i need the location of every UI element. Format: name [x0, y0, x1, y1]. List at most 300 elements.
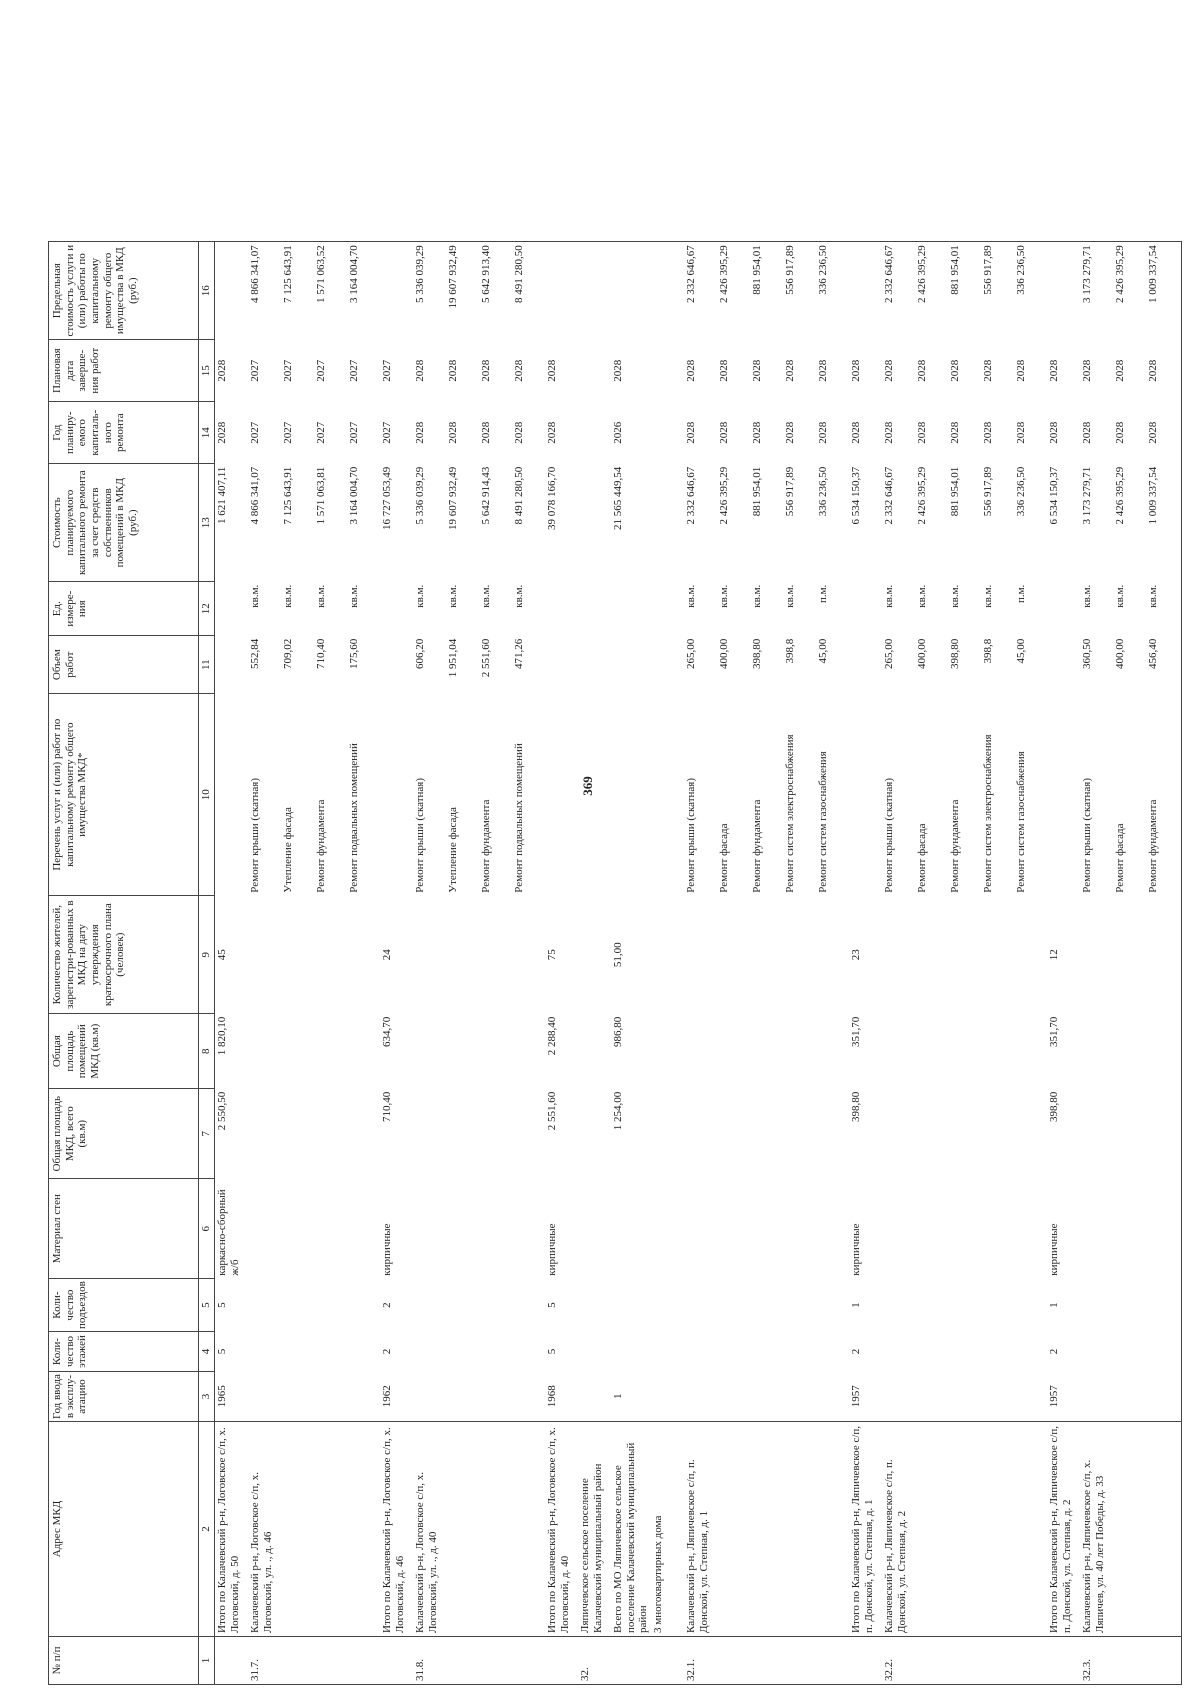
column-number: 1	[199, 1637, 215, 1685]
table-row	[611, 242, 651, 1685]
table-row	[1113, 242, 1146, 1685]
table-cell: 6 534 150,37	[849, 466, 862, 525]
table-cell	[1179, 340, 1182, 402]
table-cell	[347, 1279, 380, 1332]
table-cell	[512, 1279, 545, 1332]
table-cell	[347, 1422, 380, 1637]
table-cell: 2028	[1146, 421, 1159, 444]
table-cell: Итого по Калачевский р-н, Логовское с/п, х. Логовский, д. 40	[545, 1422, 578, 1637]
table-cell	[446, 1279, 479, 1332]
table-cell	[314, 1332, 347, 1372]
column-header: Предельная стоимость услуги и (или) работы по капитальному ремонту общего имущества в МКД (руб.)	[49, 242, 199, 340]
table-cell	[1113, 1014, 1146, 1089]
table-row	[479, 242, 512, 1685]
table-cell	[380, 242, 413, 340]
table-cell	[1179, 1089, 1182, 1179]
table-cell: 32.	[578, 1637, 611, 1685]
table-cell	[948, 1179, 981, 1279]
table-cell	[380, 636, 413, 694]
table-cell	[1014, 1372, 1047, 1422]
table-row	[882, 242, 915, 1685]
table-cell	[1113, 1279, 1146, 1332]
table-cell: 7 125 643,91	[282, 466, 294, 525]
table-cell	[1179, 402, 1182, 464]
table-cell	[1179, 1332, 1182, 1372]
table-cell: 2028	[915, 421, 928, 444]
table-cell	[347, 896, 380, 1014]
table-cell	[1179, 1179, 1182, 1279]
table-cell: кв.м.	[948, 584, 961, 608]
table-cell: 2028	[480, 359, 492, 382]
table-cell	[611, 242, 651, 340]
table-cell	[578, 1279, 611, 1332]
table-cell: 2027	[381, 421, 393, 444]
table-cell	[413, 1332, 446, 1372]
table-cell: 2028	[981, 421, 994, 444]
table-row	[314, 242, 347, 1685]
column-number: 14	[199, 402, 215, 464]
table-cell: Калачевский р-н, Ляпичевское с/п, х. Ляпичев, ул. 40 лет Победы, д. 33	[1080, 1422, 1113, 1637]
table-cell	[479, 1422, 512, 1637]
table-cell	[915, 1089, 948, 1179]
table-cell	[248, 1179, 281, 1279]
table-cell	[281, 1014, 314, 1089]
table-cell	[545, 582, 578, 636]
table-cell	[750, 1279, 783, 1332]
table-cell: 556 917,89	[981, 466, 994, 517]
table-cell: 3 164 004,70	[347, 242, 380, 340]
table-cell	[248, 1089, 281, 1179]
table-cell	[215, 694, 249, 896]
table-row	[783, 242, 816, 1685]
table-cell: 1	[849, 1302, 862, 1308]
table-cell: 556 917,89	[783, 466, 796, 517]
table-cell	[651, 1332, 684, 1372]
table-cell	[651, 1179, 684, 1279]
table-cell: 1 621 407,11	[216, 466, 228, 525]
table-cell	[750, 896, 783, 1014]
table-cell: 2 426 395,29	[1113, 242, 1146, 340]
table-cell	[314, 1422, 347, 1637]
table-cell	[578, 1089, 611, 1179]
table-cell: Ремонт крыши (скатная)	[414, 777, 426, 893]
table-cell	[446, 1422, 479, 1637]
table-cell	[413, 1279, 446, 1332]
table-cell: 2028	[216, 421, 228, 444]
table-cell	[915, 896, 948, 1014]
table-cell	[849, 242, 882, 340]
table-cell: кв.м.	[684, 584, 697, 608]
table-cell	[281, 1279, 314, 1332]
table-cell: кв.м.	[480, 584, 492, 608]
table-cell: 881 954,01	[750, 466, 763, 517]
table-cell: 175,60	[348, 638, 360, 669]
table-cell: 39 078 166,70	[546, 466, 558, 530]
table-cell	[215, 636, 249, 694]
table-cell: 552,84	[249, 638, 261, 669]
table-cell: 23	[849, 949, 862, 961]
table-cell: 2027	[282, 359, 294, 382]
column-header: Год планиру-емого капиталь-ного ремонта	[49, 402, 199, 464]
column-header: Коли-чество подъездов	[49, 1279, 199, 1332]
table-cell	[651, 1637, 684, 1685]
table-cell	[717, 1279, 750, 1332]
table-cell: 2028	[915, 359, 928, 382]
table-cell: 1968	[546, 1385, 558, 1408]
table-cell	[248, 896, 281, 1014]
table-cell	[314, 1089, 347, 1179]
table-row	[717, 242, 750, 1685]
table-cell: 2 426 395,29	[717, 242, 750, 340]
column-number: 6	[199, 1179, 215, 1279]
table-cell: 336 236,50	[1014, 242, 1047, 340]
table-cell: 5 642 913,40	[479, 242, 512, 340]
table-cell: каркасно-сборный ж/б	[216, 1189, 241, 1276]
table-cell: 31.7.	[248, 1637, 281, 1685]
table-cell	[314, 1179, 347, 1279]
column-number: 2	[199, 1422, 215, 1637]
table-cell: 5	[216, 1302, 228, 1308]
table-cell	[651, 582, 684, 636]
table-cell: 398,80	[849, 1091, 862, 1122]
column-header: Адрес МКД	[49, 1422, 199, 1637]
table-cell: кирпичные	[381, 1223, 393, 1276]
table-cell	[948, 1422, 981, 1637]
table-cell	[1014, 1279, 1047, 1332]
table-cell: 1957	[849, 1385, 862, 1408]
table-cell: Ремонт систем электроснабжения	[981, 734, 994, 893]
table-cell: 45,00	[816, 638, 829, 664]
table-cell	[413, 1014, 446, 1089]
table-cell	[479, 1179, 512, 1279]
table-cell	[948, 896, 981, 1014]
table-cell	[783, 896, 816, 1014]
table-cell	[347, 1014, 380, 1089]
table-cell	[783, 1179, 816, 1279]
table-cell: 8 491 280,50	[512, 242, 545, 340]
table-cell	[816, 1637, 849, 1685]
table-cell: Калачевский р-н, Ляпичевское с/п, п. Донской, ул. Степная, д. 1	[684, 1422, 717, 1637]
table-cell	[446, 1637, 479, 1685]
table-cell: 2027	[348, 421, 360, 444]
table-cell: 2028	[717, 421, 730, 444]
table-cell	[948, 1637, 981, 1685]
table-cell	[1080, 1279, 1113, 1332]
table-cell	[215, 582, 249, 636]
table-cell	[915, 1179, 948, 1279]
table-cell: 2 332 646,67	[882, 466, 895, 525]
table-row	[816, 242, 849, 1685]
table-cell	[347, 1372, 380, 1422]
table-cell	[413, 1089, 446, 1179]
column-header: Количество жителей, зарегистри-рованных в МКД на дату утверждения краткосрочного плана (человек)	[49, 896, 199, 1014]
column-header: Коли-чество этажей	[49, 1332, 199, 1372]
table-cell: 2027	[381, 359, 393, 382]
column-number: 13	[199, 464, 215, 582]
table-cell	[1146, 1637, 1179, 1685]
table-cell	[816, 1089, 849, 1179]
table-cell	[1080, 896, 1113, 1014]
table-cell	[783, 1372, 816, 1422]
table-cell: 2028	[414, 421, 426, 444]
table-cell	[717, 1372, 750, 1422]
table-cell: 2028	[1080, 421, 1093, 444]
table-row	[1014, 242, 1047, 1685]
table-cell: 400,00	[717, 638, 730, 669]
table-row	[948, 242, 981, 1685]
table-cell	[248, 1332, 281, 1372]
table-cell	[380, 582, 413, 636]
table-row	[651, 242, 684, 1685]
table-cell	[651, 636, 684, 694]
table-cell: 2 426 395,29	[915, 242, 948, 340]
table-cell	[314, 896, 347, 1014]
table-cell	[215, 1637, 249, 1685]
table-cell: 2028	[447, 359, 459, 382]
table-cell	[684, 1089, 717, 1179]
table-cell: 710,40	[381, 1091, 393, 1122]
table-cell	[651, 896, 684, 1014]
table-cell: 19 607 932,49	[446, 242, 479, 340]
table-cell	[882, 1332, 915, 1372]
table-cell: Ремонт фундамента	[750, 799, 763, 893]
table-cell	[611, 1179, 651, 1279]
table-cell	[479, 896, 512, 1014]
table-row	[849, 242, 882, 1685]
column-number: 8	[199, 1014, 215, 1089]
table-cell: кв.м.	[513, 584, 525, 608]
table-cell	[684, 1372, 717, 1422]
table-cell	[882, 1014, 915, 1089]
table-cell: 265,00	[684, 638, 697, 669]
table-cell	[849, 1637, 882, 1685]
table-cell: кв.м.	[249, 584, 261, 608]
table-cell	[446, 1332, 479, 1372]
table-cell	[981, 1014, 1014, 1089]
table-cell: 5 642 914,43	[480, 466, 492, 525]
table-cell	[545, 636, 578, 694]
table-cell	[1179, 242, 1182, 340]
table-cell: Калачевский р-н, Логовское с/п, х. Логовский, ул. ., д. 40	[413, 1422, 446, 1637]
table-cell: 24	[381, 949, 393, 961]
table-cell: 2028	[684, 421, 697, 444]
column-header: Стоимость планируемого капитального ремонта за счет средств собственников помещений в МКД (руб.)	[49, 464, 199, 582]
column-header: Год ввода в эксплу-атацию	[49, 1372, 199, 1422]
header-row	[49, 242, 199, 1685]
table-cell: 1957	[1047, 1385, 1060, 1408]
table-row	[281, 242, 314, 1685]
rotated-page	[48, 45, 1183, 1685]
table-cell	[783, 1279, 816, 1332]
table-cell	[248, 1279, 281, 1332]
table-cell	[479, 1279, 512, 1332]
table-cell	[578, 694, 611, 896]
table-cell	[1014, 1014, 1047, 1089]
table-cell	[281, 1179, 314, 1279]
table-cell	[651, 340, 684, 402]
table-cell: 1 571 063,81	[315, 466, 327, 525]
table-row	[545, 242, 578, 1685]
table-cell: Калачевский р-н, Ляпичевское с/п, п. Донской, ул. Степная, д. 2	[882, 1422, 915, 1637]
table-cell: 12	[1047, 949, 1060, 961]
table-cell	[281, 1089, 314, 1179]
table-cell	[651, 1014, 684, 1089]
table-cell: 21 565 449,54	[612, 466, 624, 530]
table-cell	[882, 1279, 915, 1332]
table-cell	[446, 1372, 479, 1422]
table-cell: 2	[849, 1348, 862, 1355]
table-cell: 606,20	[414, 638, 426, 669]
table-cell: кв.м.	[717, 584, 730, 608]
table-cell	[816, 1279, 849, 1332]
table-cell	[882, 1179, 915, 1279]
table-cell	[1047, 582, 1080, 636]
table-cell	[380, 694, 413, 896]
table-cell: 2	[1047, 1348, 1060, 1355]
table-cell: Ремонт фундамента	[315, 799, 327, 893]
table-cell	[347, 1332, 380, 1372]
table-cell: 2 332 646,67	[684, 242, 717, 340]
table-cell: 1965	[216, 1385, 228, 1408]
table-cell	[248, 1372, 281, 1422]
table-cell	[314, 1372, 347, 1422]
table-cell: 398,8	[783, 638, 796, 664]
table-cell	[1146, 1279, 1179, 1332]
table-cell	[281, 896, 314, 1014]
table-cell: 2028	[1014, 359, 1027, 382]
table-cell: Ремонт фасада	[915, 823, 928, 893]
table-cell: 986,80	[612, 1016, 624, 1047]
table-cell: Утепление фасада	[282, 807, 294, 893]
table-cell	[1047, 242, 1080, 340]
table-cell: п.м.	[1014, 584, 1027, 604]
table-cell	[281, 1637, 314, 1685]
table-cell	[1014, 1422, 1047, 1637]
table-cell: Итого по Калачевский р-н, Логовское с/п, х. Логовский, д. 50	[215, 1422, 249, 1637]
table-cell	[578, 1332, 611, 1372]
table-cell	[545, 1637, 578, 1685]
table-cell	[1179, 464, 1182, 582]
table-cell	[314, 1637, 347, 1685]
table-cell: 4 866 341,07	[249, 466, 261, 525]
table-cell: 1	[1047, 1302, 1060, 1308]
table-cell	[882, 896, 915, 1014]
table-cell: 2027	[315, 359, 327, 382]
table-cell	[750, 1089, 783, 1179]
table-cell	[512, 1422, 545, 1637]
table-cell: 2 551,60	[480, 638, 492, 678]
table-cell	[611, 636, 651, 694]
table-cell: 881 954,01	[948, 242, 981, 340]
table-cell	[915, 1279, 948, 1332]
table-cell	[783, 1422, 816, 1637]
table-cell: 2028	[816, 359, 829, 382]
table-cell	[750, 1332, 783, 1372]
table-cell: Калачевский р-н, Логовское с/п, х. Логовский, ул. ., д. 46	[248, 1422, 281, 1637]
table-row	[215, 242, 249, 1685]
table-cell: 1 009 337,54	[1146, 466, 1159, 525]
table-cell	[981, 1422, 1014, 1637]
table-cell	[1014, 1179, 1047, 1279]
table-cell: 51,00	[612, 942, 624, 968]
table-cell: 2028	[948, 421, 961, 444]
table-cell	[1047, 636, 1080, 694]
table-cell	[948, 1372, 981, 1422]
table-cell	[981, 1332, 1014, 1372]
table-cell: 336 236,50	[816, 466, 829, 517]
table-row	[1146, 242, 1179, 1685]
table-cell	[545, 694, 578, 896]
table-cell: 2028	[1113, 421, 1126, 444]
table-cell	[651, 1089, 684, 1179]
table-cell	[1179, 582, 1182, 636]
table-cell: 456,40	[1146, 638, 1159, 669]
table-cell: 2027	[249, 421, 261, 444]
table-cell: 881 954,01	[750, 242, 783, 340]
column-header: Материал стен	[49, 1179, 199, 1279]
table-cell	[1179, 1372, 1182, 1422]
table-cell	[717, 1179, 750, 1279]
table-cell: 2 426 395,29	[717, 466, 730, 525]
table-row	[446, 242, 479, 1685]
table-row	[750, 242, 783, 1685]
table-cell	[750, 1422, 783, 1637]
table-cell	[611, 582, 651, 636]
table-cell	[651, 464, 684, 582]
table-cell: 2028	[1014, 421, 1027, 444]
table-cell	[1113, 1179, 1146, 1279]
table-cell	[684, 1179, 717, 1279]
table-cell: 265,00	[882, 638, 895, 669]
table-cell	[849, 694, 882, 896]
table-cell	[1014, 896, 1047, 1014]
table-cell: 2028	[1047, 421, 1060, 444]
table-cell	[1146, 1332, 1179, 1372]
table-cell	[717, 1089, 750, 1179]
table-cell	[816, 896, 849, 1014]
table-cell	[981, 896, 1014, 1014]
table-row	[347, 242, 380, 1685]
table-cell	[1113, 1422, 1146, 1637]
table-row	[1047, 242, 1080, 1685]
table-cell	[446, 1179, 479, 1279]
table-cell: кирпичные	[546, 1223, 558, 1276]
table-cell: 2028	[612, 359, 624, 382]
table-cell: 3 многоквартирных дома	[651, 1422, 684, 1637]
table-cell	[1113, 1332, 1146, 1372]
table-cell: 2028	[783, 421, 796, 444]
table-cell: 2 550,50	[216, 1091, 228, 1131]
table-cell: Итого по Калачевский р-н, Ляпичевское с/п, п. Донской, ул. Степная, д. 2	[1047, 1422, 1080, 1637]
table-cell	[684, 896, 717, 1014]
table-cell: 3 173 279,71	[1080, 242, 1113, 340]
table-cell	[1113, 1372, 1146, 1422]
table-cell: 1 254,00	[612, 1091, 624, 1131]
table-cell: 2 332 646,67	[684, 466, 697, 525]
table-cell	[1146, 1422, 1179, 1637]
table-cell: 2028	[546, 359, 558, 382]
table-cell	[512, 1179, 545, 1279]
table-cell	[512, 1014, 545, 1089]
table-cell: 2028	[1146, 359, 1159, 382]
table-cell	[717, 1637, 750, 1685]
table-cell: 32.2.	[882, 1637, 915, 1685]
table-cell	[479, 1637, 512, 1685]
column-number: 5	[199, 1279, 215, 1332]
table-cell	[1179, 636, 1182, 694]
table-cell	[611, 694, 651, 896]
table-cell: 19 607 932,49	[447, 466, 459, 530]
